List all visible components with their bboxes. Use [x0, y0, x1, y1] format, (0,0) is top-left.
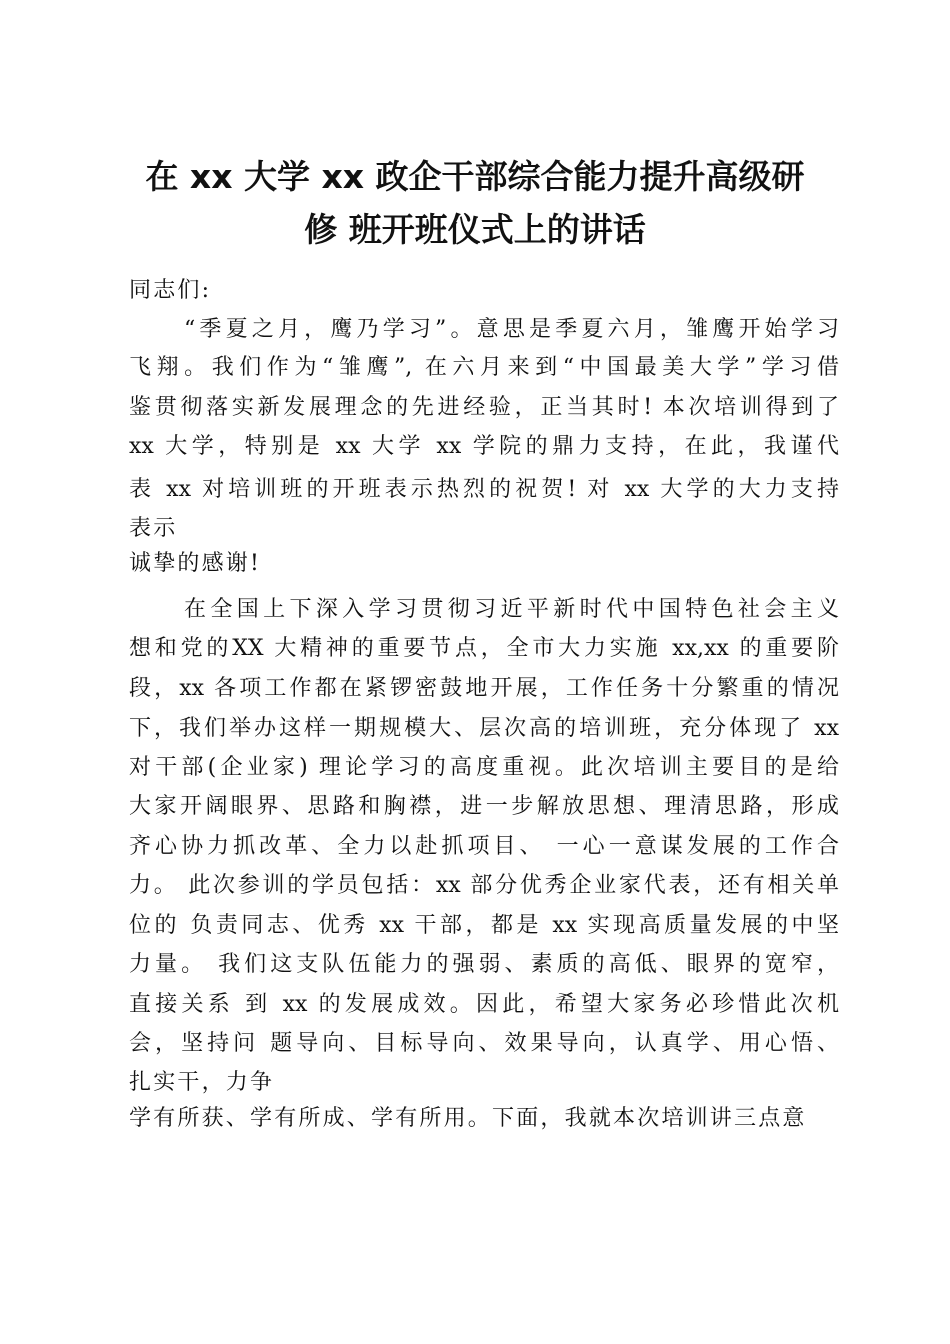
paragraph-2-line-5: 对干部(企业家) 理论学习的高度重视。此次培训主要目的是给 — [129, 755, 839, 780]
paragraph-2-line-6: 大家开阔眼界、思路和胸襟，进一步解放思想、理清思路，形成 — [129, 794, 839, 819]
document-title-line-2: 修 班开班仪式上的讲话 — [304, 210, 646, 249]
document-title-line-1: 在 xx 大学 xx 政企干部综合能力提升高级研 — [145, 157, 805, 196]
paragraph-2-line-12: 会，坚持问 题导向、目标导向、效果导向，认真学、用心悟、 — [129, 1031, 839, 1056]
paragraph-1-line-5: 表 xx 对培训班的开班表示热烈的祝贺! 对 xx 大学的大力支持 — [129, 477, 839, 502]
paragraph-1-line-1: “季夏之月，鹰乃学习”。意思是季夏六月，雏鹰开始学习 — [184, 317, 839, 342]
paragraph-1-line-2: 飞翔。我们作为“雏鹰”, 在六月来到“中国最美大学”学习借 — [129, 355, 839, 380]
paragraph-2-line-7: 齐心协力抓改革、全力以赴抓项目、 一心一意谋发展的工作合 — [129, 834, 839, 859]
paragraph-1-line-3: 鉴贯彻落实新发展理念的先进经验，正当其时! 本次培训得到了 — [129, 395, 839, 420]
salutation: 同志们: — [129, 278, 212, 303]
paragraph-2-line-14: 学有所获、学有所成、学有所用。下面，我就本次培训讲三点意 — [129, 1106, 807, 1131]
paragraph-1-line-4: xx 大学，特别是 xx 大学 xx 学院的鼎力支持，在此，我谨代 — [129, 434, 839, 459]
paragraph-2-line-13: 扎实干，力争 — [129, 1070, 275, 1095]
paragraph-2-line-8: 力。 此次参训的学员包括：xx 部分优秀企业家代表，还有相关单 — [129, 873, 839, 898]
paragraph-2-line-4: 下，我们举办这样一期规模大、层次高的培训班，充分体现了 xx — [129, 716, 839, 741]
paragraph-2-line-11: 直接关系 到 xx 的发展成效。因此，希望大家务必珍惜此次机 — [129, 992, 839, 1017]
paragraph-1-line-7: 诚挚的感谢! — [129, 551, 262, 576]
paragraph-1-line-6: 表示 — [129, 516, 178, 541]
paragraph-2-line-1: 在全国上下深入学习贯彻习近平新时代中国特色社会主义 — [184, 597, 839, 622]
paragraph-2-line-3: 段，xx 各项工作都在紧锣密鼓地开展，工作任务十分繁重的情况 — [129, 676, 839, 701]
paragraph-2-line-9: 位的 负责同志、优秀 xx 干部，都是 xx 实现高质量发展的中坚 — [129, 913, 839, 938]
paragraph-2-line-2: 想和党的XX 大精神的重要节点，全市大力实施 xx,xx 的重要阶 — [129, 636, 839, 661]
paragraph-2-line-10: 力量。 我们这支队伍能力的强弱、素质的高低、眼界的宽窄， — [129, 952, 839, 977]
